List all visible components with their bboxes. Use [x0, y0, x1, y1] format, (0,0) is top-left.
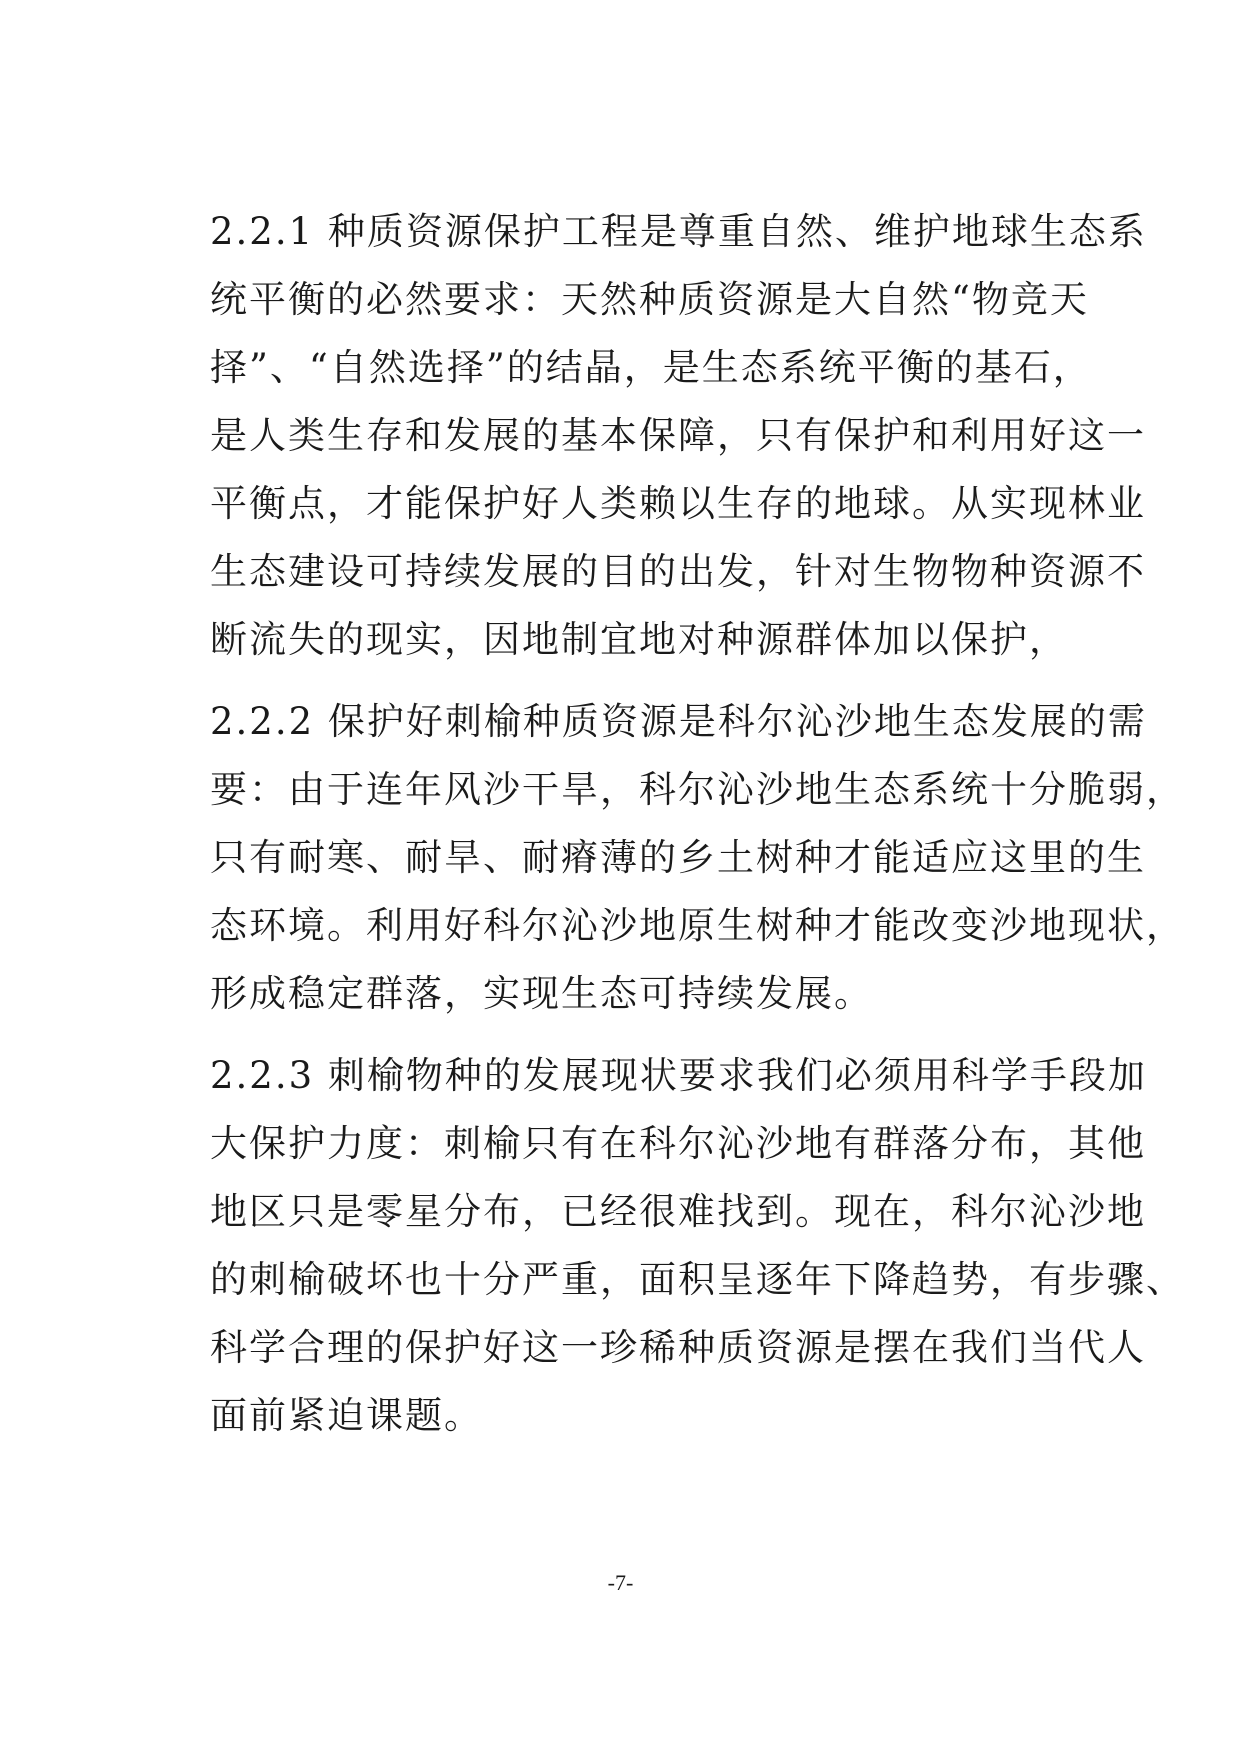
paragraph-2-2-3 — [210, 1042, 1185, 1450]
text-line: 平衡点，才能保护好人类赖以生存的地球。从实现林业 — [210, 482, 1146, 525]
text-line: 生态建设可持续发展的目的出发，针对生物物种资源不 — [210, 550, 1146, 593]
text-line: 断流失的现实，因地制宜地对种源群体加以保护， — [210, 618, 1068, 661]
paragraph-2-2-1 — [210, 198, 1147, 674]
text-line: 统平衡的必然要求：天然种质资源是大自然“物竞天 — [210, 278, 1089, 321]
text-line: 科学合理的保护好这一珍稀种质资源是摆在我们当代人 — [210, 1326, 1146, 1369]
text-line: 是人类生存和发展的基本保障，只有保护和利用好这一 — [210, 414, 1146, 457]
text-line: 态环境。利用好科尔沁沙地原生树种才能改变沙地现状， — [210, 904, 1185, 947]
text-line: 面前紧迫课题。 — [210, 1394, 483, 1437]
text-line: 2.2.2 保护好刺榆种质资源是科尔沁沙地生态发展的需 — [210, 700, 1147, 743]
page-number: -7- — [607, 1570, 634, 1595]
text-line: 只有耐寒、耐旱、耐瘠薄的乡土树种才能适应这里的生 — [210, 836, 1146, 879]
text-line: 要：由于连年风沙干旱，科尔沁沙地生态系统十分脆弱， — [210, 768, 1185, 811]
text-line: 形成稳定群落，实现生态可持续发展。 — [210, 972, 873, 1015]
text-line: 2.2.1 种质资源保护工程是尊重自然、维护地球生态系 — [210, 210, 1147, 253]
text-line: 2.2.3 刺榆物种的发展现状要求我们必须用科学手段加 — [210, 1054, 1147, 1097]
text-line: 地区只是零星分布，已经很难找到。现在，科尔沁沙地 — [210, 1190, 1146, 1233]
paragraph-2-2-2 — [210, 688, 1185, 1028]
body-text — [210, 198, 1185, 1464]
text-line: 的刺榆破坏也十分严重，面积呈逐年下降趋势，有步骤、 — [210, 1258, 1185, 1301]
text-line: 大保护力度：刺榆只有在科尔沁沙地有群落分布，其他 — [210, 1122, 1146, 1165]
text-line: 择”、“自然选择”的结晶，是生态系统平衡的基石， — [210, 346, 1092, 389]
